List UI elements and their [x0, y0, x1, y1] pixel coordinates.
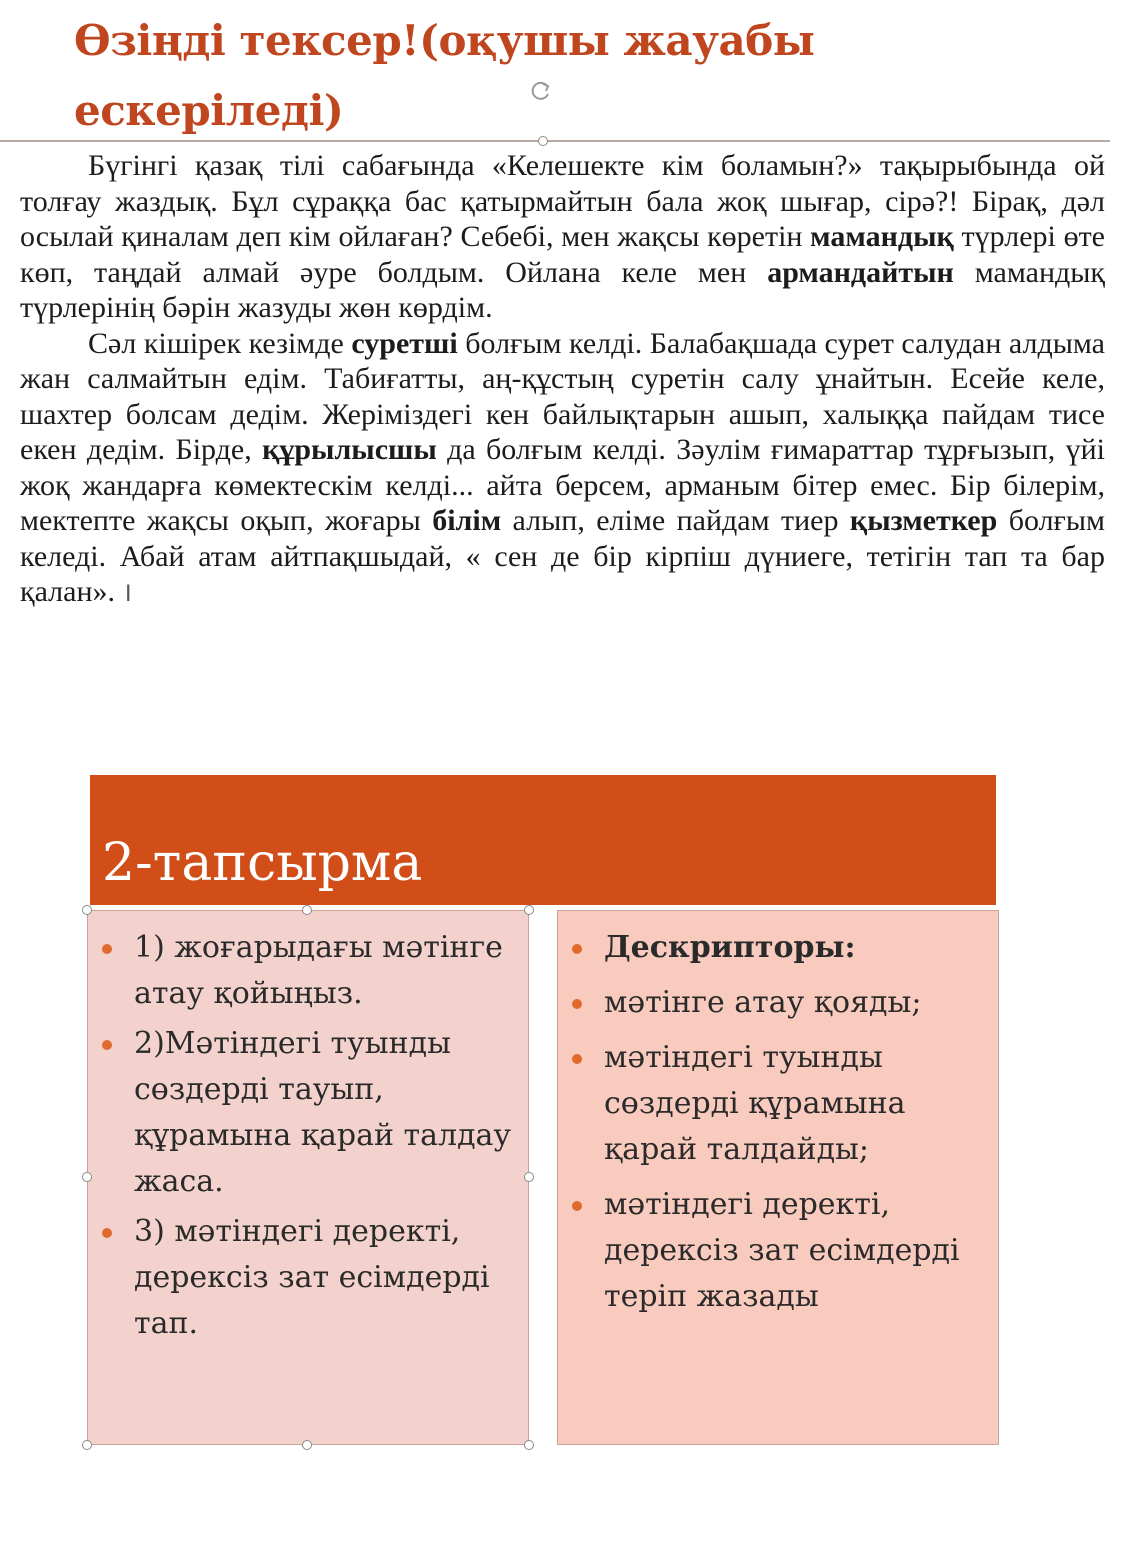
selection-handle[interactable] — [82, 1172, 92, 1182]
bold-term: армандайтын — [767, 255, 954, 289]
text-run: болғым келді. Балабақшада сурет салудан алдыма жан салмайтын едім. Табиғатты, аң-құстың суретін салу ұнайтын. Есейе келе, шахтер болсам дедім. Жеріміздегі кен байлықтарын ашып, халыққа пайдам тисе екен дедім. Бірде, — [20, 326, 1105, 466]
selection-handle[interactable] — [524, 1440, 534, 1450]
list-item-text: 1) жоғарыдағы мәтінге атау қойыңыз. — [134, 930, 503, 1011]
list-item — [88, 925, 528, 1017]
bullet-icon — [102, 1228, 112, 1238]
descriptor-box — [557, 910, 999, 1445]
paragraph — [20, 326, 1105, 613]
list-item — [88, 1021, 528, 1205]
bullet-icon — [102, 944, 112, 954]
list-item-text: Дескрипторы: — [604, 930, 856, 965]
text-run: да болғым келді. Зәулім ғимараттар тұрғызып, үйі жоқ жандарға көмектескім келді... айта берсем, арманым бітер емес. Бір білерім, мектепте жақсы оқып, жоғары — [20, 433, 1105, 537]
task-header — [90, 775, 996, 905]
text-cursor-icon: I — [125, 582, 132, 607]
essay-text — [20, 148, 1105, 613]
task-list — [88, 911, 528, 1347]
bullet-icon — [572, 1054, 582, 1064]
selection-handle[interactable] — [302, 1440, 312, 1450]
bullet-icon — [102, 1040, 112, 1050]
text-run: Сәл кішірек кезімде — [88, 326, 352, 360]
selection-handle[interactable] — [82, 905, 92, 915]
bold-term: мамандық — [810, 220, 954, 253]
task-box[interactable] — [87, 910, 529, 1445]
task-title: 2-тапсырма — [102, 833, 423, 893]
list-item-text: мәтіндегі деректі, дерексіз зат есімдерді теріп жазады — [604, 1187, 960, 1314]
list-item-text: мәтіндегі туынды сөздерді құрамына қарай талдайды; — [604, 1040, 906, 1167]
list-item — [558, 925, 998, 971]
bold-term: қызметкер — [849, 504, 998, 537]
text-run: түрлері өте көп, таңдай алмай әуре болдым. Ойлана келе мен — [20, 220, 1105, 289]
list-item — [558, 980, 998, 1026]
bullet-icon — [572, 1201, 582, 1211]
rotate-handle-icon[interactable] — [528, 78, 554, 104]
list-item-text: мәтінге атау қояды; — [604, 985, 922, 1020]
list-item-text: 3) мәтіндегі деректі, дерексіз зат есімдерді тап. — [134, 1214, 490, 1341]
list-item-text: 2)Мәтіндегі туынды сөздерді тауып, құрамына қарай талдау жаса. — [134, 1026, 512, 1199]
text-run: болғым келеді. Абай атам айтпақшыдай, « сен де бір кірпіш дүниеге, тетігін тап та бар қалан». — [20, 504, 1105, 608]
bold-term: білім — [432, 504, 502, 537]
selection-handle[interactable] — [524, 1172, 534, 1182]
bullet-icon — [572, 999, 582, 1009]
title-divider — [0, 140, 1110, 142]
list-item — [88, 1209, 528, 1347]
selection-handle[interactable] — [302, 905, 312, 915]
bullet-icon — [572, 944, 582, 954]
text-run: Бүгінгі қазақ тілі сабағында «Келешекте кім боламын?» тақырыбында ой толғау жаздық. Бұл сұраққа бас қатырмайтын бала жоқ шығар, сірә?! Бірақ, дәл осылай қиналам деп кім ойлаған? Себебі, мен жақсы көретін — [20, 149, 1105, 253]
selection-handle[interactable] — [524, 905, 534, 915]
selection-handle[interactable] — [82, 1440, 92, 1450]
selection-handle[interactable] — [538, 136, 548, 146]
slide-title: Өзіңді тексер!(оқушы жауабы ескеріледі) — [74, 16, 815, 135]
descriptor-list — [558, 911, 998, 1320]
bold-term: құрылысшы — [262, 433, 437, 466]
text-run: мамандық түрлерінің бәрін жазуды жөн көрдім. — [20, 255, 1105, 324]
bold-term: суретші — [351, 326, 458, 360]
list-item — [558, 1182, 998, 1320]
paragraph — [20, 148, 1105, 326]
list-item — [558, 1035, 998, 1173]
text-run: алып, еліме пайдам тиер — [501, 504, 850, 537]
